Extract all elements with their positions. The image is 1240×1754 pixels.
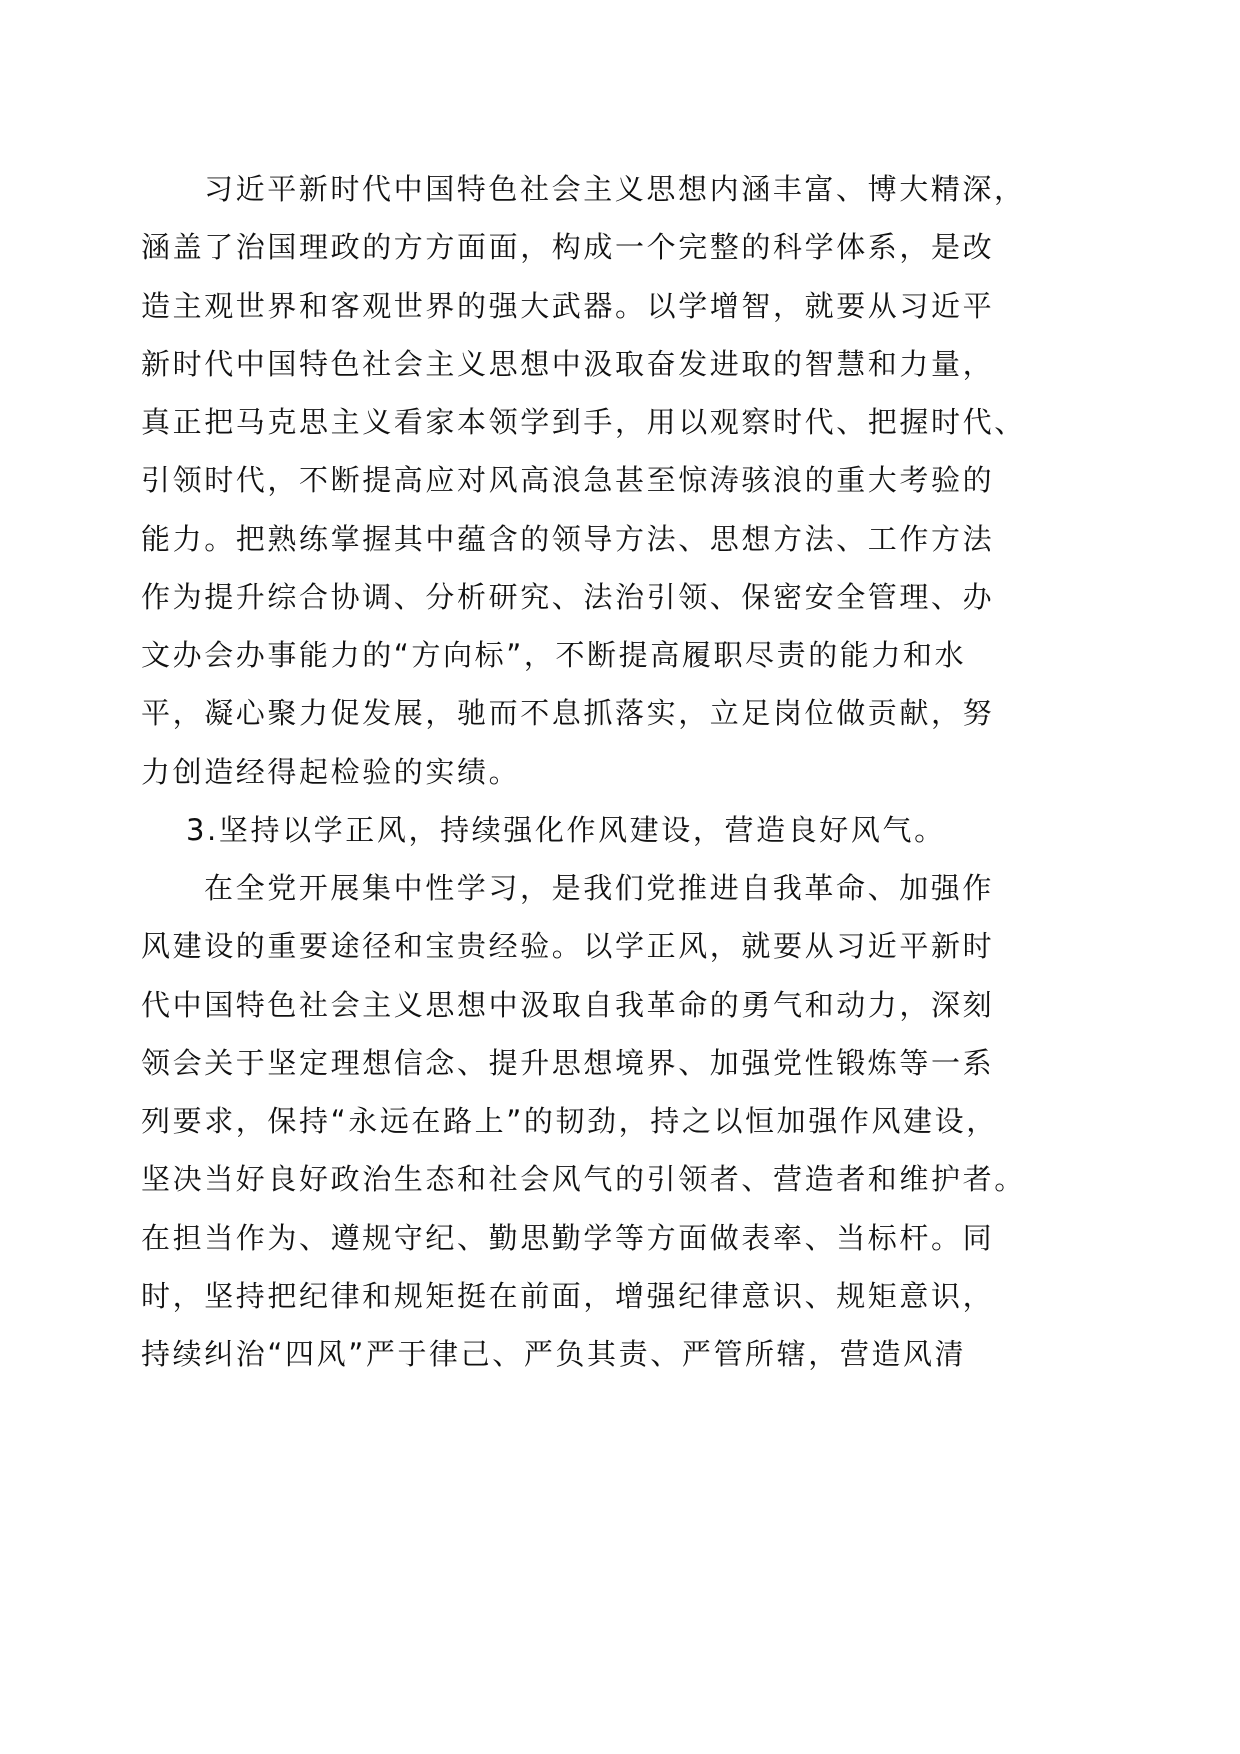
paragraph-intellect <box>141 160 1101 801</box>
text-line: 代中国特色社会主义思想中汲取自我革命的勇气和动力，深刻 <box>141 987 995 1022</box>
section-heading-3 <box>141 801 1101 859</box>
text-line: 坚决当好良好政治生态和社会风气的引领者、营造者和维护者。 <box>141 1162 1026 1197</box>
text-line: 风建设的重要途径和宝贵经验。以学正风，就要从习近平新时 <box>141 929 995 964</box>
text-line: 新时代中国特色社会主义思想中汲取奋发进取的智慧和力量， <box>141 346 995 381</box>
text-line: 在担当作为、遵规守纪、勤思勤学等方面做表率、当标杆。同 <box>141 1220 995 1255</box>
heading-line: 3.坚持以学正风，持续强化作风建设，营造良好风气。 <box>186 812 946 847</box>
text-line: 习近平新时代中国特色社会主义思想内涵丰富、博大精深， <box>204 172 1026 206</box>
text-line: 真正把马克思主义看家本领学到手，用以观察时代、把握时代、 <box>141 405 1026 439</box>
text-line: 持续纠治“四风”严于律己、严负其责、严管所辖，营造风清 <box>141 1337 967 1371</box>
text-line: 引领时代，不断提高应对风高浪急甚至惊涛骇浪的重大考验的 <box>141 463 995 498</box>
text-line: 力创造经得起检验的实绩。 <box>141 754 521 789</box>
text-line: 时，坚持把纪律和规矩挺在前面，增强纪律意识、规矩意识， <box>141 1278 995 1313</box>
text-line: 列要求，保持“永远在路上”的韧劲，持之以恒加强作风建设， <box>141 1104 998 1138</box>
text-line: 在全党开展集中性学习，是我们党推进自我革命、加强作 <box>204 871 995 905</box>
text-line: 作为提升综合协调、分析研究、法治引领、保密安全管理、办 <box>141 579 995 614</box>
text-line: 造主观世界和客观世界的强大武器。以学增智，就要从习近平 <box>141 288 995 323</box>
text-line: 平，凝心聚力促发展，驰而不息抓落实，立足岗位做贡献，努 <box>141 696 995 731</box>
body-text <box>141 160 1101 1383</box>
text-line: 文办会办事能力的“方向标”，不断提高履职尽责的能力和水 <box>141 638 967 672</box>
text-line: 领会关于坚定理想信念、提升思想境界、加强党性锻炼等一系 <box>141 1045 995 1080</box>
text-line: 能力。把熟练掌握其中蕴含的领导方法、思想方法、工作方法 <box>141 521 995 556</box>
paragraph-style <box>141 859 1101 1383</box>
text-line: 涵盖了治国理政的方方面面，构成一个完整的科学体系，是改 <box>141 230 995 265</box>
